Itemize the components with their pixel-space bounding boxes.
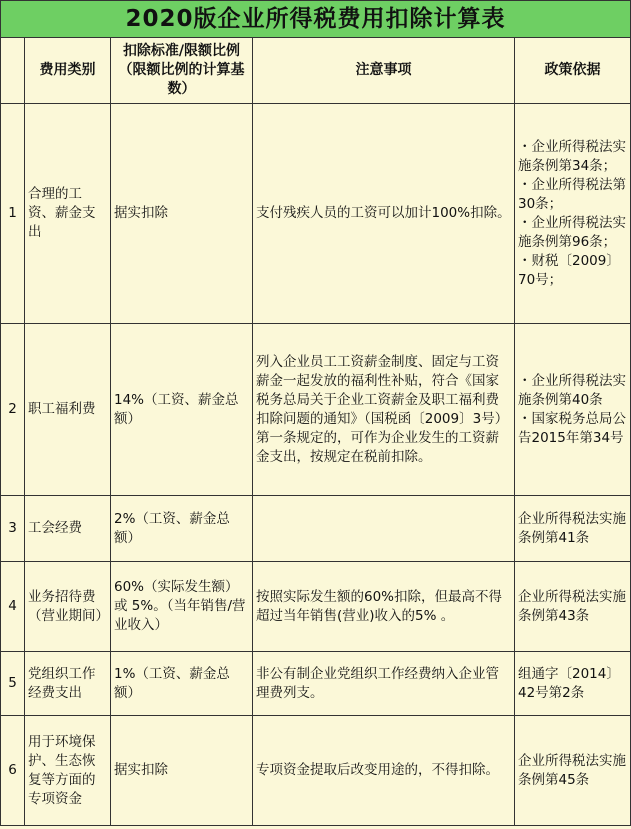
row-policy: [515, 104, 631, 324]
row-notes: 按照实际发生额的60%扣除，但最高不得超过当年销售(营业)收入的5% 。: [253, 562, 515, 652]
row-category: 工会经费: [25, 496, 111, 562]
row-notes: 非公有制企业党组织工作经费纳入企业管理费列支。: [253, 652, 515, 716]
row-category: 合理的工资、薪金支出: [25, 104, 111, 324]
policy-line: ・企业所得税法实施条例第34条；: [518, 138, 626, 174]
row-number: 4: [1, 562, 25, 652]
row-category: 职工福利费: [25, 324, 111, 496]
header-policy: 政策依据: [515, 38, 631, 104]
row-number: 3: [1, 496, 25, 562]
table-row: [1, 324, 631, 496]
row-notes: 专项资金提取后改变用途的，不得扣除。: [253, 716, 515, 826]
header-notes: 注意事项: [253, 38, 515, 104]
row-notes: 列入企业员工工资薪金制度、固定与工资薪金一起发放的福利性补贴，符合《国家税务总局关于企业工资薪金及职工福利费扣除问题的通知》（国税函〔2009〕3号）第一条规定的，可作为企业发生的工资薪金支出，按规定在税前扣除。: [253, 324, 515, 496]
policy-line: ・财税〔2009〕70号；: [518, 252, 620, 288]
policy-line: ・企业所得税法第30条；: [518, 176, 626, 212]
page-title: 2020版企业所得税费用扣除计算表: [1, 1, 631, 38]
row-notes: 支付残疾人员的工资可以加计100%扣除。: [253, 104, 515, 324]
table-row: [1, 716, 631, 826]
row-policy: [515, 562, 631, 652]
table-row: [1, 562, 631, 652]
policy-line: 企业所得税法实施条例第43条: [518, 588, 626, 624]
row-policy: [515, 652, 631, 716]
row-standard: 2%（工资、薪金总额）: [111, 496, 253, 562]
row-number: 1: [1, 104, 25, 324]
header-standard: 扣除标准/限额比例（限额比例的计算基数）: [111, 38, 253, 104]
row-notes: [253, 496, 515, 562]
header-category: 费用类别: [25, 38, 111, 104]
row-policy: [515, 324, 631, 496]
row-number: 6: [1, 716, 25, 826]
policy-line: ・企业所得税法实施条例第96条；: [518, 214, 626, 250]
row-standard: 1%（工资、薪金总额）: [111, 652, 253, 716]
header-index: [1, 38, 25, 104]
row-standard: 14%（工资、薪金总额）: [111, 324, 253, 496]
row-standard: 据实扣除: [111, 716, 253, 826]
row-category: 用于环境保护、生态恢复等方面的专项资金: [25, 716, 111, 826]
row-number: 2: [1, 324, 25, 496]
row-standard: 60%（实际发生额）或 5%。（当年销售/营业收入）: [111, 562, 253, 652]
policy-line: 企业所得税法实施条例第45条: [518, 752, 626, 788]
row-policy: [515, 716, 631, 826]
table-row: [1, 652, 631, 716]
row-category: 业务招待费（营业期间）: [25, 562, 111, 652]
policy-line: ・国家税务总局公告2015年第34号: [518, 410, 626, 446]
policy-line: ・企业所得税法实施条例第40条: [518, 372, 626, 408]
row-standard: 据实扣除: [111, 104, 253, 324]
row-policy: [515, 496, 631, 562]
row-number: 5: [1, 652, 25, 716]
row-category: 党组织工作经费支出: [25, 652, 111, 716]
table-row: [1, 104, 631, 324]
policy-line: 企业所得税法实施条例第41条: [518, 510, 626, 546]
table-row: [1, 496, 631, 562]
policy-line: 组通字〔2014〕42号第2条: [518, 665, 620, 701]
